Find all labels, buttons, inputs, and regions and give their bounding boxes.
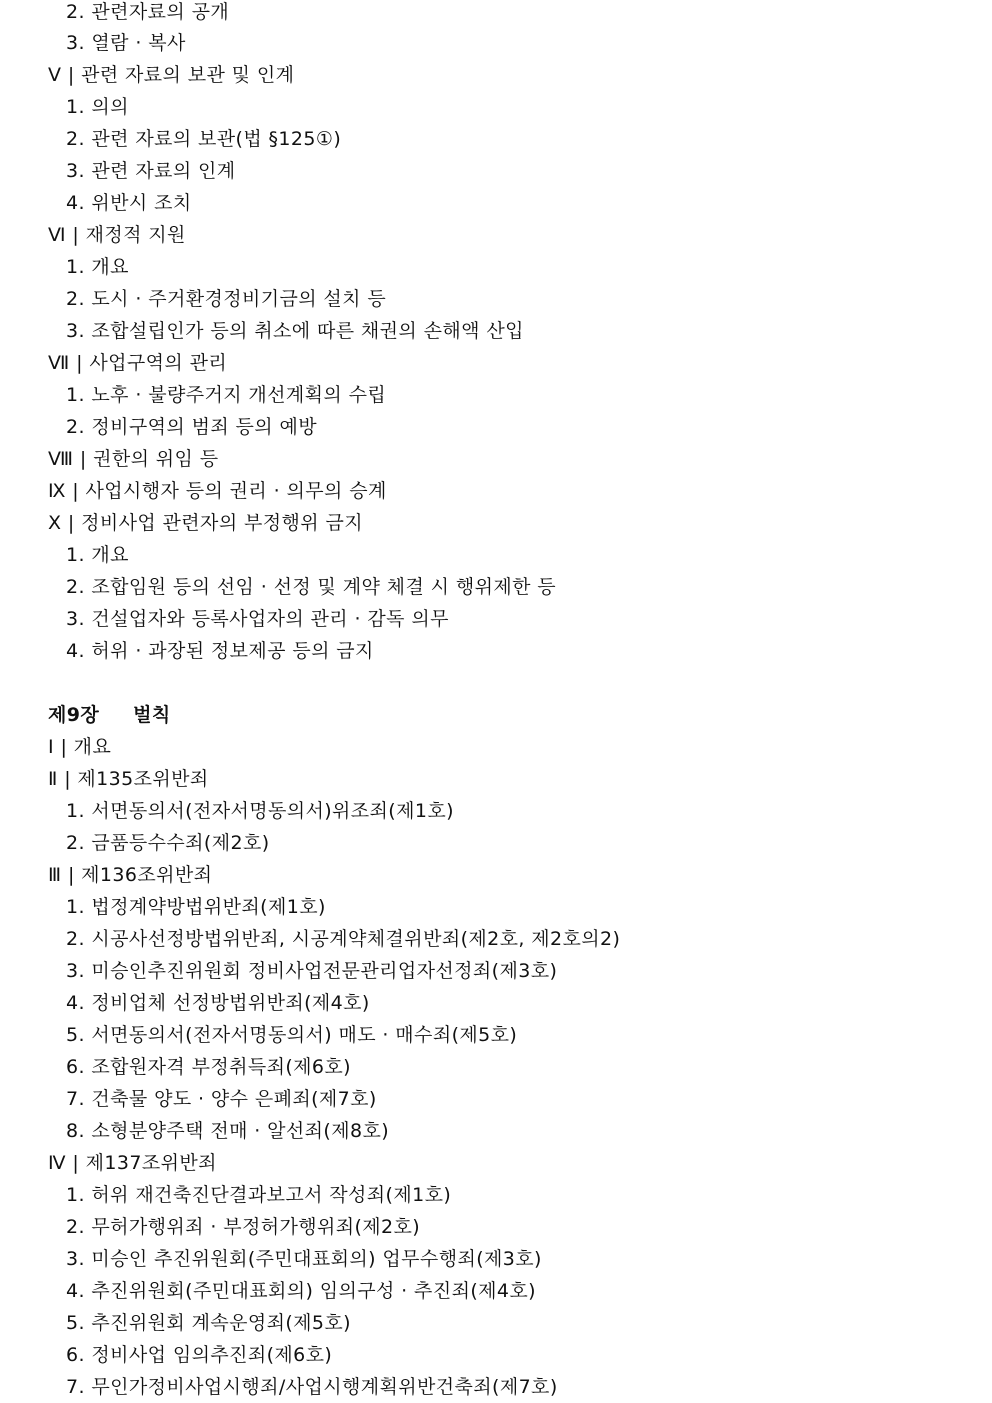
toc-item: 5. 서면동의서(전자서명동의서) 매도 · 매수죄(제5호): [66, 1024, 518, 1046]
toc-item: 7. 무인가정비사업시행죄/사업시행계획위반건축죄(제7호): [66, 1376, 558, 1398]
toc-section-heading: Ⅳ | 제137조위반죄: [48, 1152, 217, 1174]
toc-item: 6. 정비사업 임의추진죄(제6호): [66, 1344, 333, 1366]
toc-item: 1. 개요: [66, 544, 129, 566]
toc-item: 1. 법정계약방법위반죄(제1호): [66, 896, 326, 918]
toc-item: 2. 조합임원 등의 선임 · 선정 및 계약 체결 시 행위제한 등: [66, 576, 557, 598]
toc-item: 2. 관련자료의 공개: [66, 1, 230, 23]
toc-item: 5. 추진위원회 계속운영죄(제5호): [66, 1312, 351, 1334]
chapter-heading: [48, 703, 171, 727]
toc-item: 6. 조합원자격 부정취득죄(제6호): [66, 1056, 351, 1078]
toc-item: 2. 무허가행위죄 · 부정허가행위죄(제2호): [66, 1216, 421, 1238]
toc-section-heading: Ⅸ | 사업시행자 등의 권리 · 의무의 승계: [48, 480, 387, 502]
toc-item: 2. 도시 · 주거환경정비기금의 설치 등: [66, 288, 387, 310]
toc-item: 3. 건설업자와 등록사업자의 관리 · 감독 의무: [66, 608, 449, 630]
toc-section-heading: Ⅹ | 정비사업 관련자의 부정행위 금지: [48, 512, 363, 534]
toc-section-heading: Ⅲ | 제136조위반죄: [48, 864, 213, 886]
toc-item: 1. 허위 재건축진단결과보고서 작성죄(제1호): [66, 1184, 452, 1206]
toc-item: 3. 열람 · 복사: [66, 32, 186, 54]
toc-item: 3. 조합설립인가 등의 취소에 따른 채권의 손해액 산입: [66, 320, 524, 342]
toc-section-heading: Ⅰ | 개요: [48, 736, 112, 758]
toc-item: 3. 미승인 추진위원회(주민대표회의) 업무수행죄(제3호): [66, 1248, 542, 1270]
toc-item: 3. 관련 자료의 인계: [66, 160, 236, 182]
toc-item: 2. 관련 자료의 보관(법 §125①): [66, 128, 342, 150]
toc-item: 4. 추진위원회(주민대표회의) 임의구성 · 추진죄(제4호): [66, 1280, 536, 1302]
toc-section-heading: Ⅷ | 권한의 위임 등: [48, 448, 219, 470]
toc-item: 1. 개요: [66, 256, 129, 278]
toc-item: 3. 미승인추진위원회 정비사업전문관리업자선정죄(제3호): [66, 960, 558, 982]
chapter-number: 제9장: [48, 704, 100, 726]
toc-item: 7. 건축물 양도 · 양수 은폐죄(제7호): [66, 1088, 377, 1110]
toc-item: 1. 의의: [66, 96, 129, 118]
toc-item: 8. 소형분양주택 전매 · 알선죄(제8호): [66, 1120, 390, 1142]
toc-section-heading: Ⅱ | 제135조위반죄: [48, 768, 209, 790]
toc-section-heading: Ⅶ | 사업구역의 관리: [48, 352, 228, 374]
toc-item: 2. 금품등수수죄(제2호): [66, 832, 270, 854]
toc-section-heading: Ⅵ | 재정적 지원: [48, 224, 186, 246]
chapter-title: 벌칙: [133, 704, 171, 726]
toc-section-heading: Ⅴ | 관련 자료의 보관 및 인계: [48, 64, 295, 86]
toc-item: 4. 허위 · 과장된 정보제공 등의 금지: [66, 640, 374, 662]
toc-item: 1. 서면동의서(전자서명동의서)위조죄(제1호): [66, 800, 454, 822]
toc-item: 4. 정비업체 선정방법위반죄(제4호): [66, 992, 370, 1014]
toc-item: 4. 위반시 조치: [66, 192, 192, 214]
toc-item: 1. 노후 · 불량주거지 개선계획의 수립: [66, 384, 387, 406]
toc-item: 2. 정비구역의 범죄 등의 예방: [66, 416, 317, 438]
toc-item: 2. 시공사선정방법위반죄, 시공계약체결위반죄(제2호, 제2호의2): [66, 928, 621, 950]
